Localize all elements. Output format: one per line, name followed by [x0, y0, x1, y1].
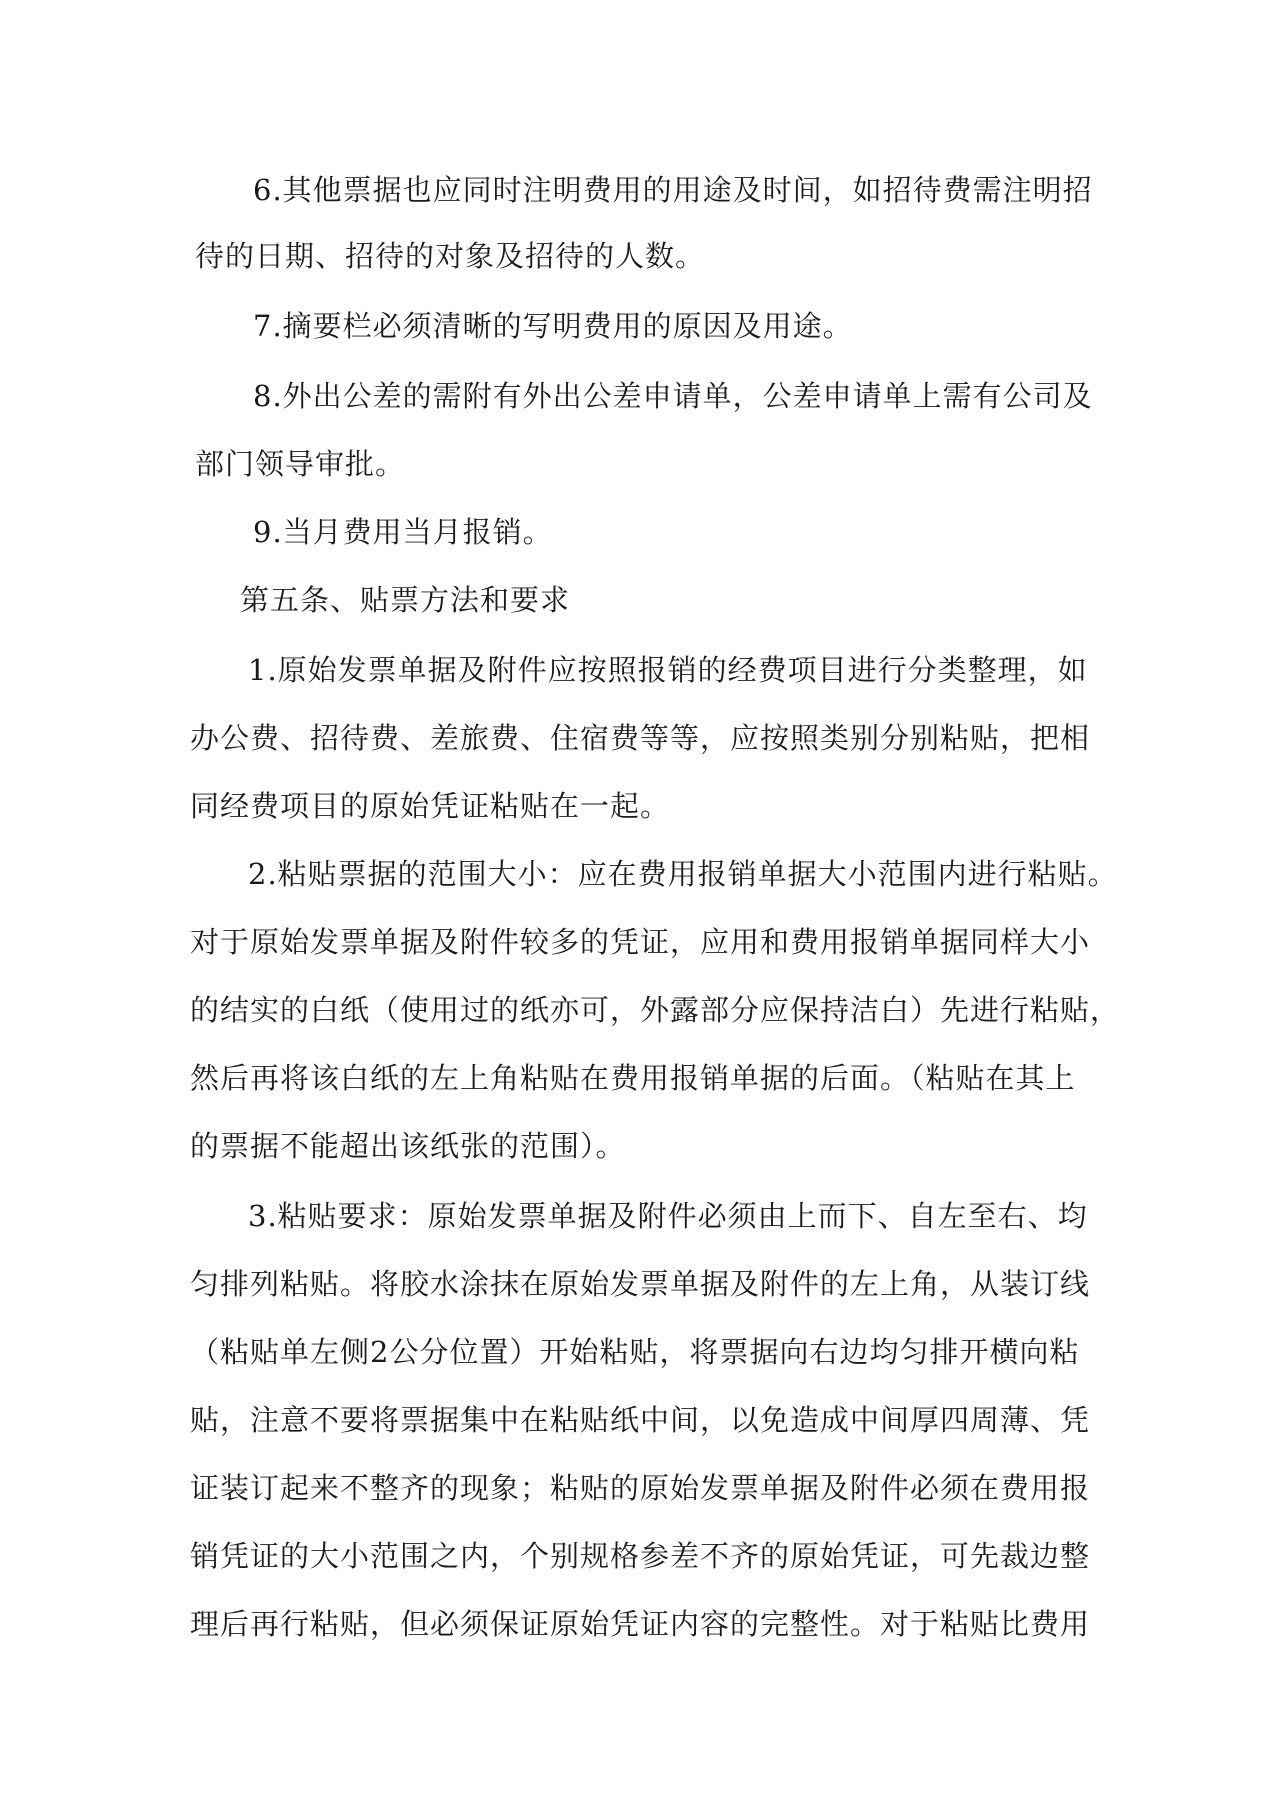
text-line: 然后再将该白纸的左上角粘贴在费用报销单据的后面。（粘贴在其上: [190, 1061, 1076, 1095]
text-line: 2.粘贴票据的范围大小：应在费用报销单据大小范围内进行粘贴。: [248, 857, 1118, 891]
text-line: 对于原始发票单据及附件较多的凭证，应用和费用报销单据同样大小: [190, 925, 1091, 959]
text-line: 匀排列粘贴。将胶水涂抹在原始发票单据及附件的左上角，从装订线: [190, 1267, 1091, 1301]
text-line: 的结实的白纸（使用过的纸亦可，外露部分应保持洁白）先进行粘贴，: [190, 993, 1121, 1027]
text-line: 部门领导审批。: [195, 447, 406, 481]
text-line: 9.当月费用当月报销。: [253, 515, 553, 549]
text-line: 贴，注意不要将票据集中在粘贴纸中间，以免造成中间厚四周薄、凭: [190, 1403, 1091, 1437]
text-line: 1.原始发票单据及附件应按照报销的经费项目进行分类整理，如: [248, 653, 1088, 687]
text-line: 8.外出公差的需附有外出公差申请单，公差申请单上需有公司及: [253, 379, 1093, 413]
section-heading: 第五条、贴票方法和要求: [240, 583, 571, 617]
text-line: 待的日期、招待的对象及招待的人数。: [195, 239, 706, 273]
text-line: 办公费、招待费、差旅费、住宿费等等，应按照类别分别粘贴，把相: [190, 721, 1091, 755]
text-line: （粘贴单左侧2公分位置）开始粘贴，将票据向右边均匀排开横向粘: [190, 1335, 1080, 1369]
text-line: 销凭证的大小范围之内，个别规格参差不齐的原始凭证，可先裁边整: [190, 1539, 1091, 1573]
text-line: 理后再行粘贴，但必须保证原始凭证内容的完整性。对于粘贴比费用: [190, 1607, 1091, 1641]
text-line: 3.粘贴要求：原始发票单据及附件必须由上而下、自左至右、均: [248, 1199, 1088, 1233]
text-line: 的票据不能超出该纸张的范围）。: [190, 1129, 626, 1163]
text-line: 7.摘要栏必须清晰的写明费用的原因及用途。: [253, 309, 853, 343]
text-line: 证装订起来不整齐的现象；粘贴的原始发票单据及附件必须在费用报: [190, 1471, 1091, 1505]
text-line: 6.其他票据也应同时注明费用的用途及时间，如招待费需注明招: [253, 173, 1093, 207]
text-line: 同经费项目的原始凭证粘贴在一起。: [190, 789, 671, 823]
